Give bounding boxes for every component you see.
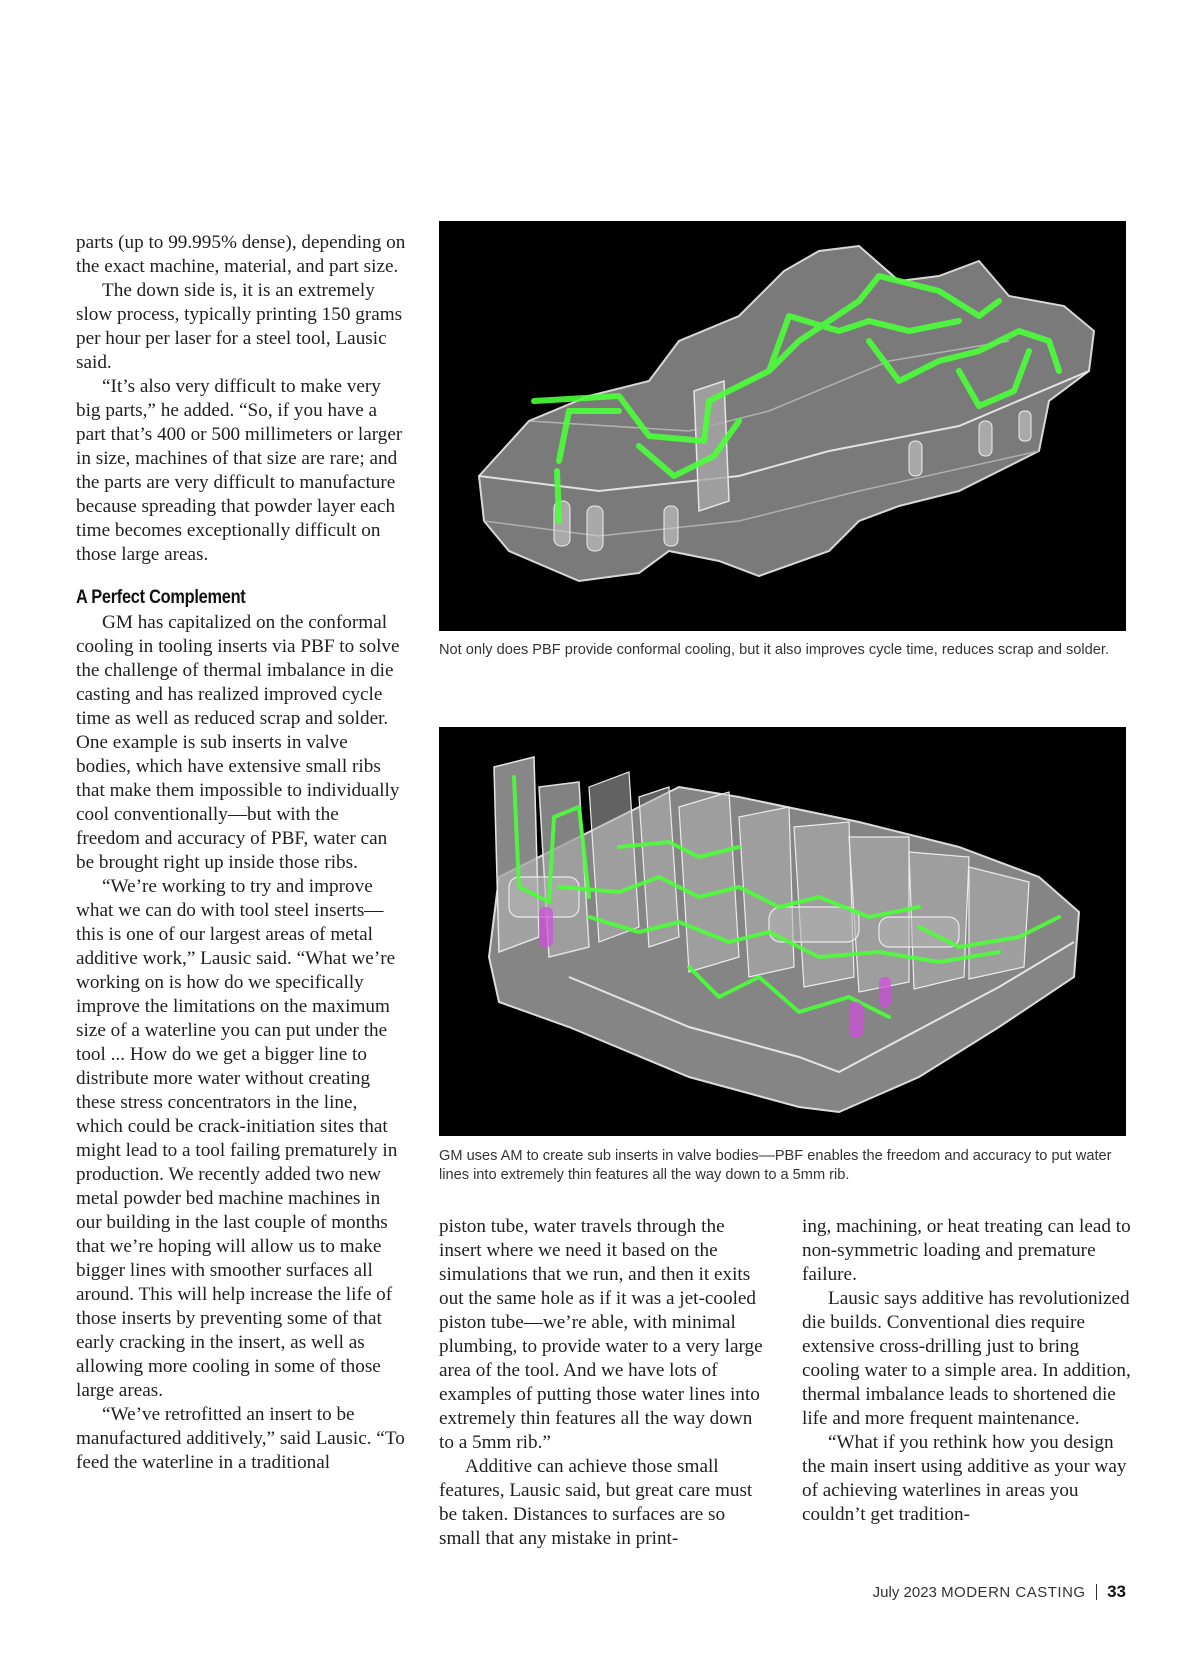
- magazine-name: MODERN CASTING: [941, 1584, 1086, 1601]
- body-paragraph: GM has capitalized on the conformal cooling in tooling inserts via PBF to solve the challenge of thermal imbalance in die casting and has realized improved cycle time as well as reduced scrap and solder. One example is sub inserts in valve bodies, which have extensive small ribs that make them impossible to individually cool conventionally—but with the freedom and accuracy of PBF, water can be brought right up inside those ribs.: [76, 612, 400, 873]
- body-paragraph: “What if you rethink how you design the main insert using additive as your way of achieving waterlines in areas you couldn’t get tradition-: [802, 1432, 1127, 1525]
- footer-divider: [1096, 1584, 1098, 1600]
- valve-body-render-image: [439, 727, 1126, 1136]
- left-text-column: [76, 231, 406, 1475]
- figure-valve-body-sub-insert: [439, 727, 1126, 1136]
- issue-date: July 2023: [872, 1584, 937, 1601]
- body-paragraph: “We’ve retrofitted an insert to be manufactured additively,” said Lausic. “To feed the waterline in a traditional: [76, 1404, 405, 1473]
- insert-render-image: [439, 221, 1126, 631]
- middle-text-column: [439, 1215, 769, 1551]
- body-paragraph: Lausic says additive has revolutionized die builds. Conventional dies require extensive cross-drilling just to bring cooling water to a simple area. In addition, thermal imbalance leads to shortened die life and more frequent maintenance.: [802, 1288, 1131, 1429]
- body-paragraph: parts (up to 99.995% dense), depending on the exact machine, material, and part size.: [76, 232, 406, 277]
- section-subheading: A Perfect Complement: [76, 587, 246, 608]
- figure-caption: GM uses AM to create sub inserts in valve bodies––PBF enables the freedom and accuracy to put water lines into extremely thin features all the way down to a 5mm rib.: [439, 1148, 1112, 1183]
- page-number: 33: [1107, 1582, 1126, 1601]
- right-text-column: [802, 1215, 1132, 1527]
- figure-conformal-cooling-insert: [439, 221, 1126, 631]
- page-footer: [873, 1582, 1126, 1602]
- body-paragraph: ing, machining, or heat treating can lead to non-symmetric loading and premature failure.: [802, 1216, 1131, 1285]
- body-paragraph: “We’re working to try and improve what we can do with tool steel inserts—this is one of our largest areas of metal additive work,” Lausic said. “What we’re working on is how do we specifically improve the limitations on the maximum size of a waterline you can put under the tool ... How do we get a bigger line to distribute more water without creating these stress concentrators in the line, which could be crack-initiation sites that might lead to a tool failing prematurely in production. We recently added two new metal powder bed machine machines in our building in the last couple of months that we’re hoping will allow us to make bigger lines with smoother surfaces all around. This will help increase the life of those inserts by preventing some of that early cracking in the insert, as well as allowing more cooling in some of those large areas.: [76, 876, 398, 1401]
- body-paragraph: “It’s also very difficult to make very big parts,” he added. “So, if you have a part that’s 400 or 500 millimeters or larger in size, machines of that size are rare; and the parts are very difficult to manufacture because spreading that powder layer each time becomes exceptionally difficult on those large areas.: [76, 376, 403, 565]
- body-paragraph: The down side is, it is an extremely slow process, typically printing 150 grams per hour per laser for a steel tool, Lausic said.: [76, 280, 403, 373]
- body-paragraph: Additive can achieve those small features, Lausic said, but great care must be taken. Distances to surfaces are so small that any mistake in print-: [439, 1456, 753, 1549]
- body-paragraph: piston tube, water travels through the insert where we need it based on the simulations that we run, and then it exits out the same hole as if it was a jet-cooled piston tube—we’re able, with minimal plumbing, to provide water to a very large area of the tool. And we have lots of examples of putting those water lines into extremely thin features all the way down to a 5mm rib.”: [439, 1216, 763, 1453]
- figure-caption: Not only does PBF provide conformal cooling, but it also improves cycle time, reduces scrap and solder.: [439, 642, 1110, 658]
